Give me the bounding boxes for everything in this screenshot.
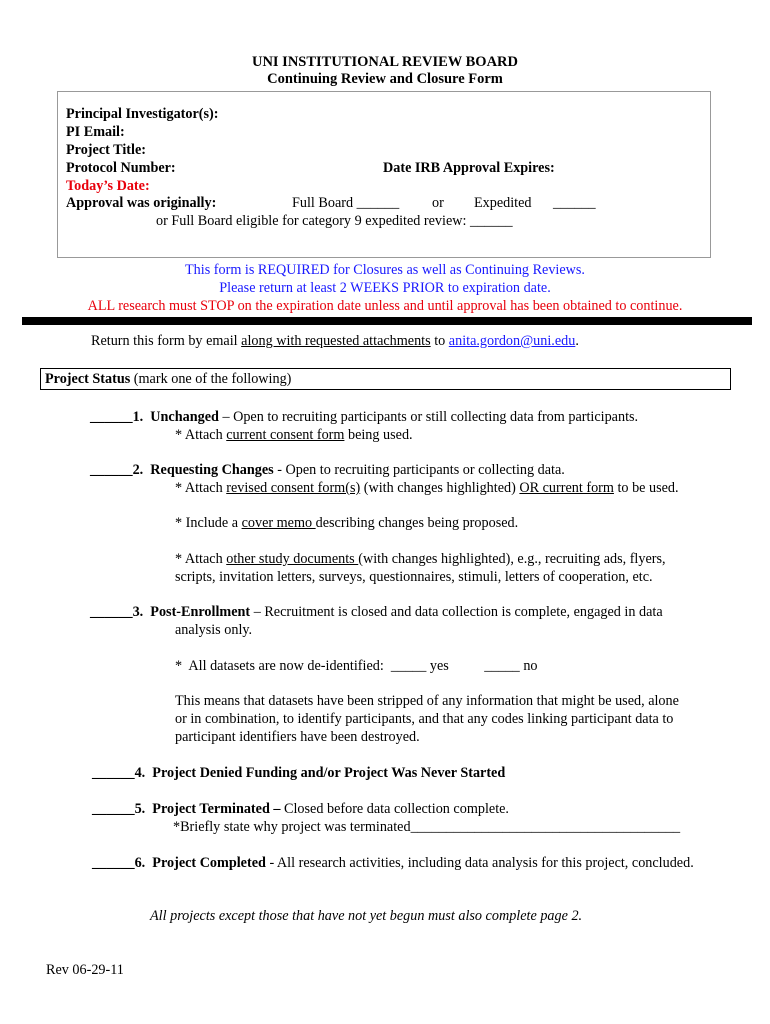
todays-date-label: Today’s Date: — [66, 178, 150, 194]
item-completed: ______6. Project Completed - All research activities, including data analysis for this project, concluded. — [92, 855, 694, 871]
project-status-heading: Project Status (mark one of the following) — [45, 371, 292, 387]
item2-attach-consent: * Attach revised consent form(s) (with changes highlighted) OR current form to be used. — [175, 480, 679, 496]
pi-email-label: PI Email: — [66, 124, 125, 140]
notice-stop: ALL research must STOP on the expiration date unless and until approval has been obtained to continue. — [87, 298, 683, 314]
item3-explanation-2: or in combination, to identify participants, and that any codes linking participant data to — [175, 711, 674, 727]
revision-label: Rev 06-29-11 — [46, 962, 124, 978]
page2-note: All projects except those that have not yet begun must also complete page 2. — [150, 908, 583, 924]
item3-explanation-1: This means that datasets have been stripped of any information that might be used, alone — [175, 693, 679, 709]
item3-text-cont: analysis only. — [175, 622, 253, 638]
item4-blank[interactable]: ______4. — [92, 765, 146, 781]
item5-blank[interactable]: ______5. — [92, 801, 146, 817]
expedited-blank[interactable]: ______ — [553, 195, 596, 211]
item-unchanged: ______1. Unchanged – Open to recruiting participants or still collecting data from participants. — [90, 409, 639, 425]
approval-originally-label: Approval was originally: — [66, 195, 217, 211]
expedited-label: Expedited — [474, 195, 532, 211]
item3-blank[interactable]: ______3. — [90, 604, 144, 620]
protocol-number-label: Protocol Number: — [66, 160, 176, 176]
item1-blank[interactable]: ______1. — [90, 409, 144, 425]
item2-other-docs: * Attach other study documents (with changes highlighted), e.g., recruiting ads, flyers, — [175, 551, 666, 567]
notice-required: This form is REQUIRED for Closures as well as Continuing Reviews. — [185, 262, 585, 278]
item-requesting-changes: ______2. Requesting Changes - Open to recruiting participants or collecting data. — [90, 462, 565, 478]
approval-expires-label: Date IRB Approval Expires: — [383, 160, 555, 176]
item1-attachment: * Attach current consent form being used. — [175, 427, 413, 443]
heavy-divider — [22, 317, 752, 325]
item-post-enrollment: ______3. Post-Enrollment – Recruitment is closed and data collection is complete, engaged in data — [90, 604, 663, 620]
return-instructions: Return this form by email along with requested attachments to anita.gordon@uni.edu. — [91, 333, 579, 349]
item2-cover-memo: * Include a cover memo describing changes being proposed. — [175, 515, 519, 531]
project-title-label: Project Title: — [66, 142, 146, 158]
form-title: UNI INSTITUTIONAL REVIEW BOARD — [251, 54, 519, 70]
pi-label: Principal Investigator(s): — [66, 106, 219, 122]
item3-explanation-3: participant identifiers have been destroyed. — [175, 729, 420, 745]
email-link[interactable]: anita.gordon@uni.edu — [448, 333, 576, 349]
form-subtitle: Continuing Review and Closure Form — [267, 71, 503, 87]
item-denied-funding: ______4. Project Denied Funding and/or Project Was Never Started — [92, 765, 506, 781]
or-text: or — [432, 195, 444, 211]
notice-return-prior: Please return at least 2 WEEKS PRIOR to expiration date. — [219, 280, 551, 296]
item-terminated: ______5. Project Terminated – Closed before data collection complete. — [92, 801, 509, 817]
item6-blank[interactable]: ______6. — [92, 855, 146, 871]
category9-option[interactable]: or Full Board eligible for category 9 expedited review: ______ — [156, 213, 513, 229]
full-board-option[interactable]: Full Board ______ — [292, 195, 400, 211]
item2-other-docs-cont: scripts, invitation letters, surveys, questionnaires, stimuli, letters of cooperation, etc. — [175, 569, 653, 585]
item3-deidentified[interactable]: * All datasets are now de-identified: _____ yes _____ no — [175, 658, 538, 674]
item2-blank[interactable]: ______2. — [90, 462, 144, 478]
item5-reason[interactable]: *Briefly state why project was terminated______________________________________ — [173, 819, 681, 835]
